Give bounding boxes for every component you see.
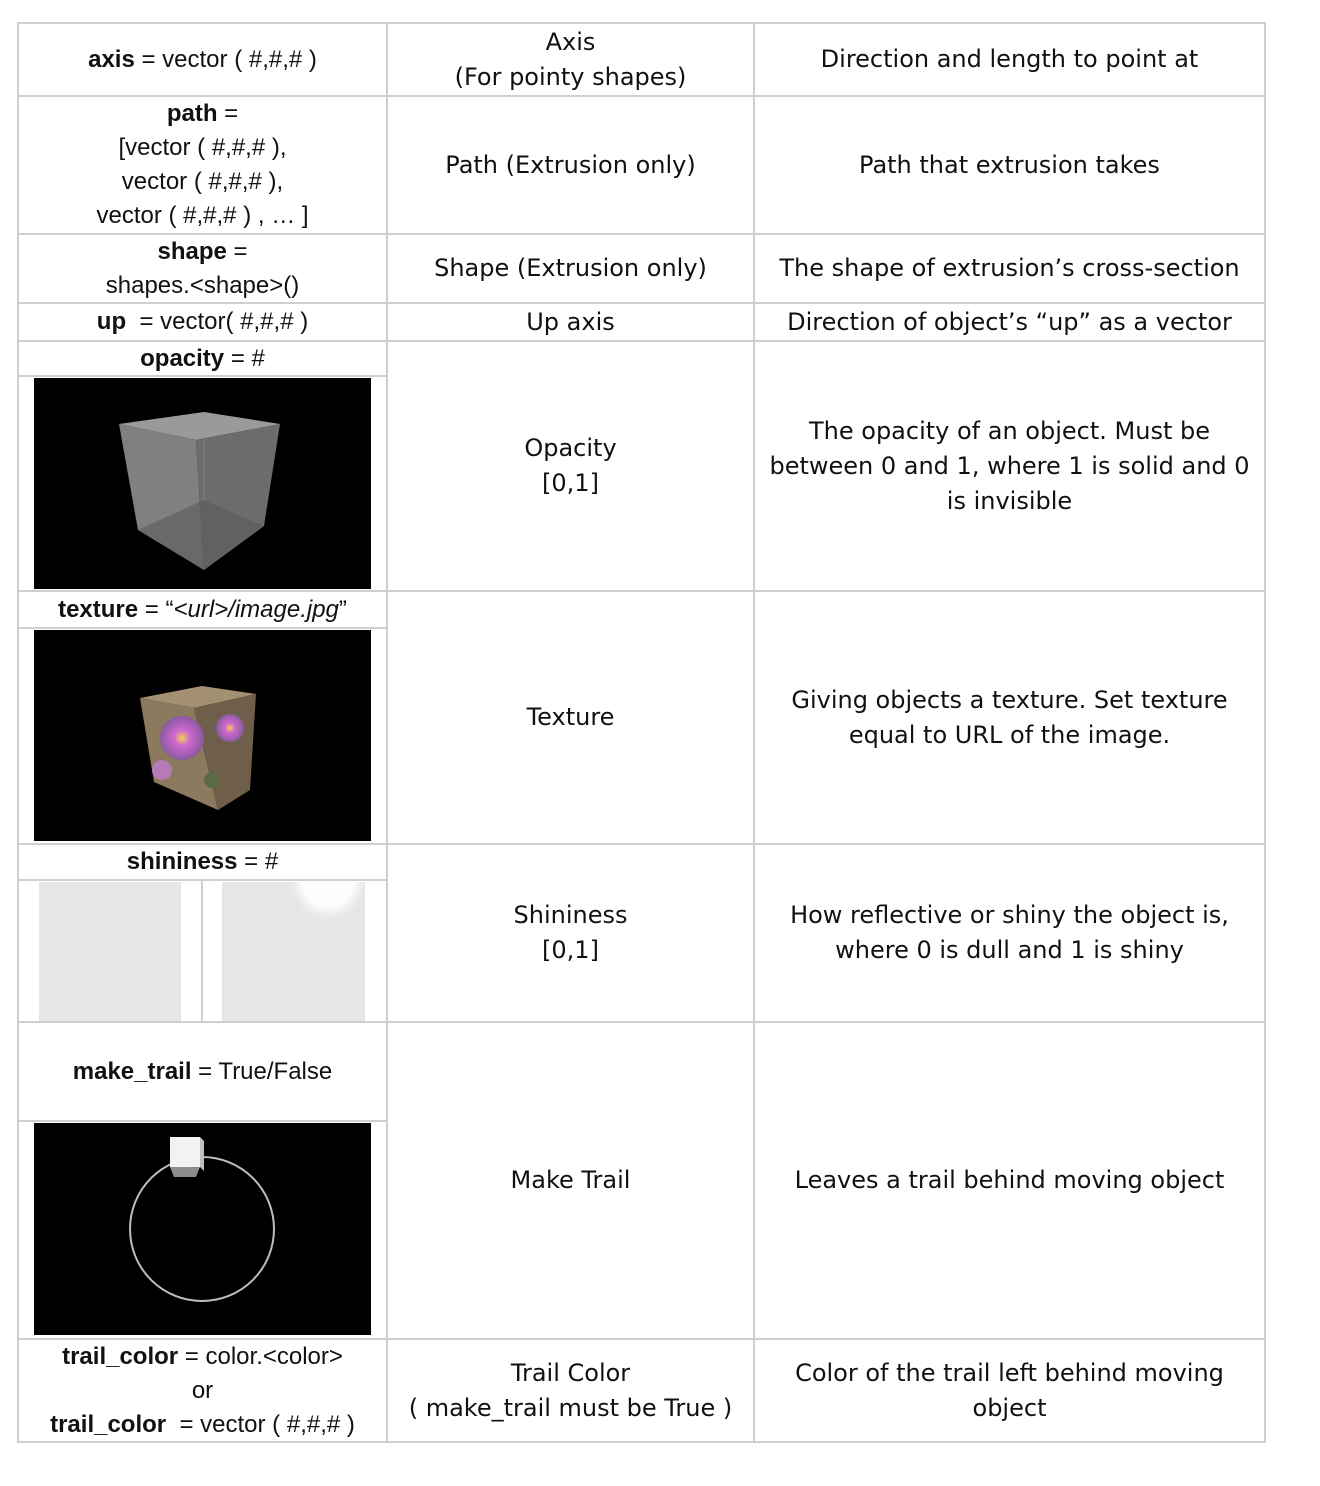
shape-code-cell xyxy=(19,235,386,302)
axis-name-line2: (For pointy shapes) xyxy=(454,62,687,91)
texture-code-open: = “ xyxy=(138,595,174,623)
up-name-cell xyxy=(388,304,753,340)
up-description: Direction of object’s “up” as a vector xyxy=(787,307,1232,336)
path-name: Path (Extrusion only) xyxy=(445,150,696,179)
trail-color-desc-cell xyxy=(755,1340,1264,1441)
shape-name-cell xyxy=(388,235,753,302)
trail-color-code-1: = color.<color> xyxy=(178,1342,343,1370)
trail-color-or: or xyxy=(191,1376,214,1404)
shininess-description: How reflective or shiny the object is, where 0 is dull and 1 is shiny xyxy=(790,901,1229,964)
texture-name: Texture xyxy=(526,703,615,731)
shininess-desc-cell xyxy=(755,845,1264,1021)
shape-name: Shape (Extrusion only) xyxy=(434,254,707,282)
axis-description: Direction and length to point at xyxy=(820,45,1199,73)
opacity-keyword: opacity xyxy=(140,344,225,372)
trail-color-code-2: = vector ( #,#,# ) xyxy=(166,1410,355,1438)
up-desc-cell xyxy=(755,304,1264,340)
shape-keyword: shape xyxy=(157,237,227,265)
shininess-name-cell xyxy=(388,845,753,1021)
trail-color-name-line1: Trail Color xyxy=(510,1358,631,1387)
path-code-line4: vector ( #,#,# ) , … ] xyxy=(96,202,309,229)
texture-code-cell xyxy=(19,592,386,627)
trail-color-keyword-1: trail_color xyxy=(62,1342,179,1370)
texture-name-cell xyxy=(388,592,753,843)
trail-color-name-cell xyxy=(388,1340,753,1441)
make-trail-description: Leaves a trail behind moving object xyxy=(794,1166,1225,1194)
path-code-line3: vector ( #,#,# ), xyxy=(121,168,284,195)
axis-code-cell xyxy=(19,24,386,95)
make-trail-keyword: make_trail xyxy=(72,1057,192,1085)
trail-color-description: Color of the trail left behind moving object xyxy=(795,1358,1224,1422)
shape-code-line2: shapes.<shape>() xyxy=(105,271,300,299)
make-trail-code-cell xyxy=(19,1023,386,1120)
path-code-equals: = xyxy=(217,100,239,127)
trail-cube-image xyxy=(34,1123,371,1335)
shape-description: The shape of extrusion’s cross-section xyxy=(779,254,1240,282)
texture-desc-cell xyxy=(755,592,1264,843)
shape-code-equals: = xyxy=(226,237,248,265)
opacity-code-cell xyxy=(19,342,386,375)
opacity-code: = # xyxy=(224,344,265,372)
up-name: Up axis xyxy=(526,307,615,336)
axis-desc-cell xyxy=(755,24,1264,95)
shininess-code-cell xyxy=(19,845,386,879)
axis-keyword: axis xyxy=(88,45,135,73)
shininess-keyword: shininess xyxy=(126,848,238,875)
texture-cube-image xyxy=(34,630,371,841)
make-trail-name: Make Trail xyxy=(510,1166,631,1194)
shininess-code: = # xyxy=(237,848,279,875)
path-desc-cell xyxy=(755,97,1264,233)
opacity-description: The opacity of an object. Must be between 0 and 1, where 1 is solid and 0 is invisible xyxy=(769,416,1250,515)
texture-code-close: ” xyxy=(338,595,347,623)
shininess-name-line1: Shininess xyxy=(513,901,628,929)
opacity-name-line2: [0,1] xyxy=(542,469,599,497)
shininess-name-line2: [0,1] xyxy=(542,936,599,964)
opacity-name-cell xyxy=(388,342,753,590)
shiny-panel-image xyxy=(222,882,365,1021)
trail-color-code-cell xyxy=(19,1340,386,1441)
axis-name-line1: Axis xyxy=(545,27,596,56)
texture-keyword: texture xyxy=(58,595,139,623)
shape-desc-cell xyxy=(755,235,1264,302)
make-trail-desc-cell xyxy=(755,1023,1264,1338)
texture-description: Giving objects a texture. Set texture equal to URL of the image. xyxy=(791,685,1228,749)
up-code-cell xyxy=(19,304,386,340)
path-keyword: path xyxy=(166,100,218,127)
make-trail-code: = True/False xyxy=(191,1057,333,1085)
up-keyword: up xyxy=(96,308,127,335)
trail-color-keyword-2: trail_color xyxy=(50,1410,167,1438)
path-description: Path that extrusion takes xyxy=(859,150,1160,179)
path-code-cell xyxy=(19,97,386,233)
texture-url: <url>/image.jpg xyxy=(173,595,339,623)
path-name-cell xyxy=(388,97,753,233)
path-code-line2: [vector ( #,#,# ), xyxy=(118,134,287,161)
trail-color-name-line2: ( make_trail must be True ) xyxy=(408,1393,733,1422)
opacity-name-line1: Opacity xyxy=(524,434,617,462)
axis-code: = vector ( #,#,# ) xyxy=(134,45,317,73)
make-trail-name-cell xyxy=(388,1023,753,1338)
axis-name-cell xyxy=(388,24,753,95)
dull-panel-image xyxy=(39,882,181,1021)
up-code: = vector( #,#,# ) xyxy=(126,308,309,335)
opacity-cube-image xyxy=(34,378,371,589)
opacity-desc-cell xyxy=(755,342,1264,590)
